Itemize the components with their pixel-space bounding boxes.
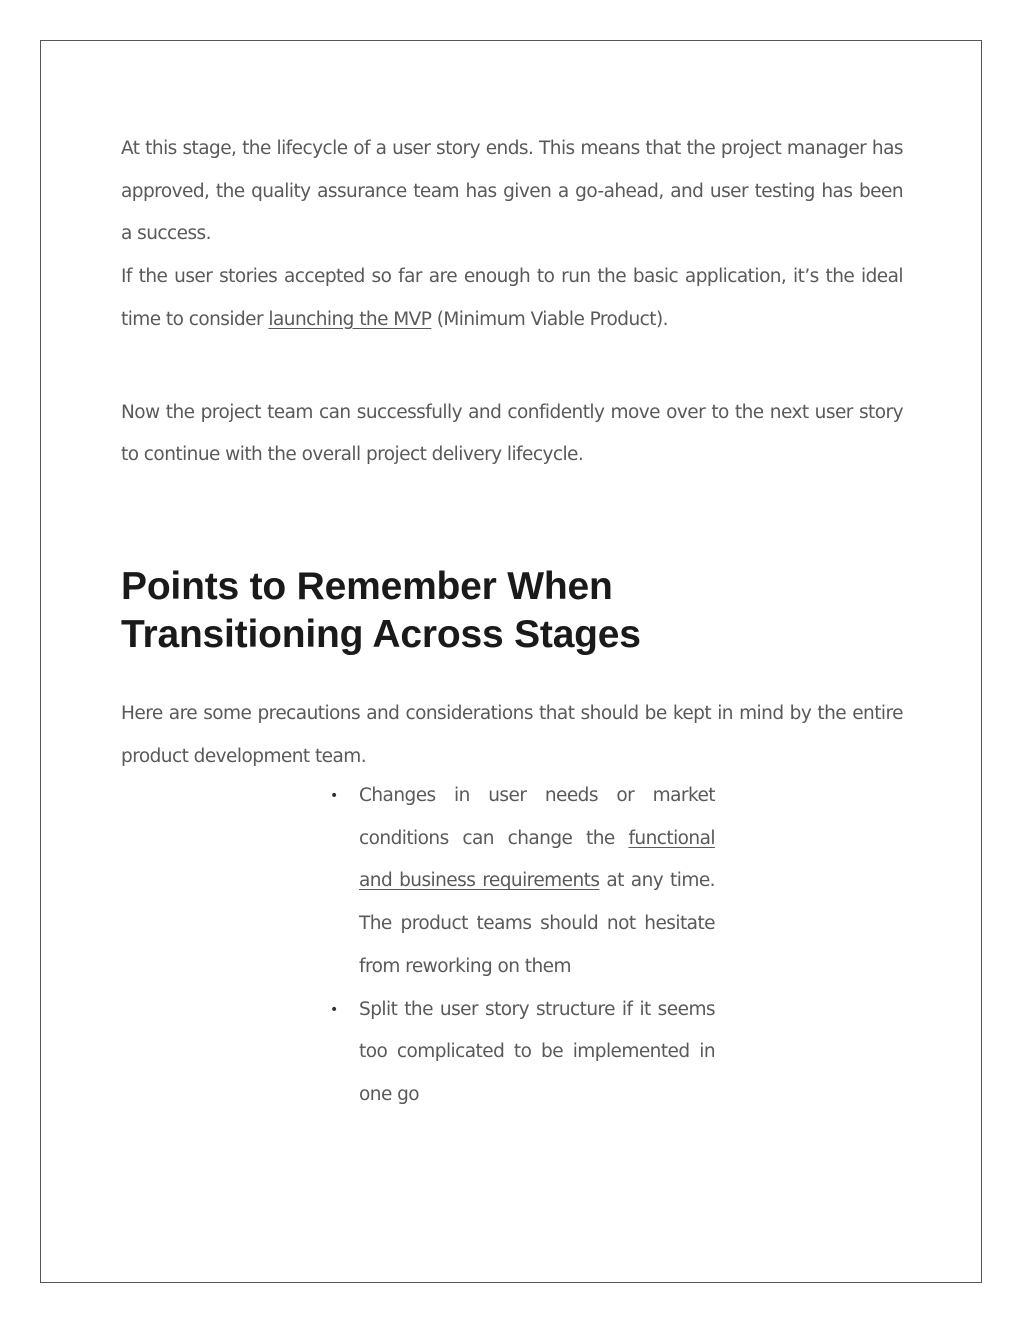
paragraph-mvp-tail: (Minimum Viable Product). (431, 308, 668, 330)
list-item-text: Changes in user needs or market conditions can change the (359, 785, 715, 849)
list-item-tail: at any time. The product teams should not hesitate from reworking on them (359, 870, 715, 977)
heading-line-1: Points to Remember When (121, 564, 613, 608)
paragraph-mvp (121, 256, 903, 341)
paragraph-precautions: Here are some precautions and considerations that should be kept in mind by the entire product development team. (121, 702, 903, 767)
list-item (330, 989, 715, 1117)
bullet-icon: • (330, 1001, 338, 1018)
list-item (330, 775, 715, 989)
launching-mvp-link[interactable]: launching the MVP (268, 308, 432, 330)
section-heading (121, 563, 903, 659)
precautions-list (330, 775, 715, 1117)
paragraph-mvp-text: If the user stories accepted so far are enough to run the basic application, it’s the ideal time to consider (121, 266, 903, 330)
bullet-icon: • (330, 788, 338, 804)
list-item-text: Split the user story structure if it seems too complicated to be implemented in one go (359, 998, 715, 1105)
paragraph-lifecycle-end: At this stage, the lifecycle of a user story ends. This means that the project manager has approved, the quality assurance team has given a go-ahead, and user testing has been a success. (121, 138, 903, 245)
heading-line-2: Transitioning Across Stages (121, 612, 641, 656)
document-body (121, 128, 903, 778)
paragraph-next-story: Now the project team can successfully and confidently move over to the next user story to continue with the overall project delivery lifecycle. (121, 401, 903, 466)
functional-requirements-link[interactable]: functional and business requirements (359, 827, 715, 892)
